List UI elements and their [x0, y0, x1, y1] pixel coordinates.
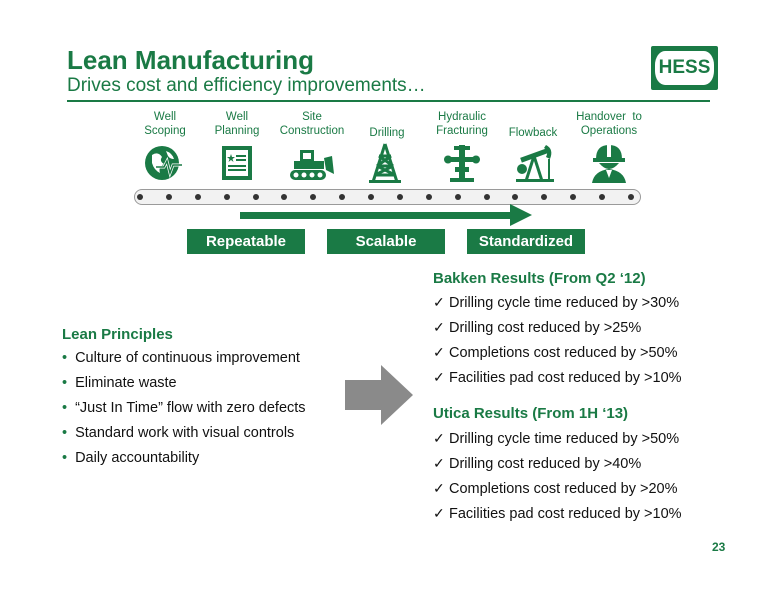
list-item-text: Completions cost reduced by >50%	[449, 345, 678, 361]
check-icon: ✓	[433, 369, 445, 385]
pill-repeatable: Repeatable	[187, 229, 305, 254]
bullet: •	[62, 450, 68, 466]
step-label-handover	[568, 110, 650, 138]
list-item	[433, 455, 641, 472]
list-item	[62, 450, 199, 466]
conveyor-roller	[599, 194, 605, 200]
step-label-line2: Operations	[580, 125, 638, 137]
right-arrow-icon	[345, 365, 413, 425]
title-divider	[67, 100, 710, 102]
conveyor-roller	[541, 194, 547, 200]
conveyor-roller	[253, 194, 259, 200]
step-label-line2: Drilling	[369, 127, 405, 139]
drilling-rig-icon	[367, 142, 403, 184]
step-label-line1	[360, 110, 414, 124]
conveyor-roller	[281, 194, 287, 200]
step-label-line2: Construction	[279, 125, 345, 137]
list-item	[62, 350, 300, 366]
check-icon: ✓	[433, 455, 445, 471]
conveyor-roller	[339, 194, 345, 200]
conveyor-roller	[368, 194, 374, 200]
conveyor-roller	[570, 194, 576, 200]
pumpjack-icon	[512, 143, 558, 183]
flow-arrow-shaft	[240, 212, 512, 219]
step-label-line1: Hydraulic	[438, 111, 486, 123]
bullet: •	[62, 375, 68, 391]
list-item-text: Drilling cycle time reduced by >30%	[449, 295, 680, 311]
list-item-text: Eliminate waste	[75, 375, 177, 391]
step-label-line2: Flowback	[508, 127, 558, 139]
step-label-line1: Site	[302, 111, 322, 123]
list-item-text: Culture of continuous improvement	[75, 350, 300, 366]
conveyor-roller	[224, 194, 230, 200]
step-label-line2: Scoping	[144, 125, 186, 137]
conveyor-roller	[310, 194, 316, 200]
pill-scalable: Scalable	[327, 229, 445, 254]
step-label-well-scoping	[136, 110, 194, 138]
conveyor-roller	[426, 194, 432, 200]
conveyor-roller	[397, 194, 403, 200]
list-item-text: “Just In Time” flow with zero defects	[75, 400, 306, 416]
step-label-well-planning	[207, 110, 267, 138]
list-item-text: Facilities pad cost reduced by >10%	[449, 370, 682, 386]
bullet: •	[62, 350, 68, 366]
list-item	[433, 430, 679, 447]
step-label-site-construction	[275, 110, 349, 138]
check-icon: ✓	[433, 430, 445, 446]
list-item	[433, 480, 678, 497]
step-label-drilling	[360, 110, 414, 140]
list-item-text: Drilling cost reduced by >25%	[449, 320, 642, 336]
page-subtitle: Drives cost and efficiency improvements…	[67, 75, 426, 96]
list-item-text: Facilities pad cost reduced by >10%	[449, 506, 682, 522]
step-label-line2: Planning	[214, 125, 260, 137]
step-label-line1: Well	[225, 111, 249, 123]
step-label-line1: Handover to	[576, 111, 642, 123]
document-icon	[217, 143, 257, 183]
page-title: Lean Manufacturing	[67, 45, 315, 75]
step-label-line1: Well	[153, 111, 177, 123]
pill-standardized: Standardized	[467, 229, 585, 254]
hess-logo	[651, 46, 718, 90]
list-item-text: Daily accountability	[75, 450, 200, 466]
list-item	[62, 375, 177, 391]
check-icon: ✓	[433, 480, 445, 496]
lean-principles-heading: Lean Principles	[62, 326, 173, 343]
bullet: •	[62, 425, 68, 441]
check-icon: ✓	[433, 505, 445, 521]
hardhat-worker-icon	[588, 142, 630, 184]
page-number: 23	[712, 540, 726, 554]
bulldozer-icon	[284, 146, 340, 182]
conveyor-roller	[484, 194, 490, 200]
conveyor-roller	[137, 194, 143, 200]
list-item-text: Standard work with visual controls	[75, 425, 295, 441]
flow-arrow-head	[510, 204, 532, 226]
check-icon: ✓	[433, 294, 445, 310]
bakken-heading: Bakken Results (From Q2 ‘12)	[433, 270, 646, 287]
list-item-text: Drilling cycle time reduced by >50%	[449, 431, 680, 447]
step-label-line2: Fracturing	[436, 125, 488, 137]
globe-pulse-icon	[142, 143, 186, 183]
list-item	[433, 294, 679, 311]
list-item	[433, 369, 682, 386]
check-icon: ✓	[433, 344, 445, 360]
list-item	[433, 319, 641, 336]
utica-heading: Utica Results (From 1H ‘13)	[433, 405, 629, 422]
list-item-text: Drilling cost reduced by >40%	[449, 456, 642, 472]
step-label-flowback	[504, 110, 562, 140]
step-label-hydraulic-fracturing	[428, 110, 496, 138]
conveyor-roller	[512, 194, 518, 200]
conveyor-roller	[195, 194, 201, 200]
conveyor-roller	[166, 194, 172, 200]
list-item	[62, 425, 294, 441]
conveyor-roller	[455, 194, 461, 200]
list-item-text: Completions cost reduced by >20%	[449, 481, 678, 497]
wellhead-icon	[442, 143, 482, 183]
logo-text: HESS	[658, 57, 711, 78]
bullet: •	[62, 400, 68, 416]
check-icon: ✓	[433, 319, 445, 335]
list-item	[433, 505, 682, 522]
step-label-line1	[504, 110, 562, 124]
logo-oval	[655, 51, 714, 85]
conveyor-roller	[628, 194, 634, 200]
list-item	[433, 344, 678, 361]
conveyor-rollers	[134, 189, 639, 203]
list-item	[62, 400, 306, 416]
